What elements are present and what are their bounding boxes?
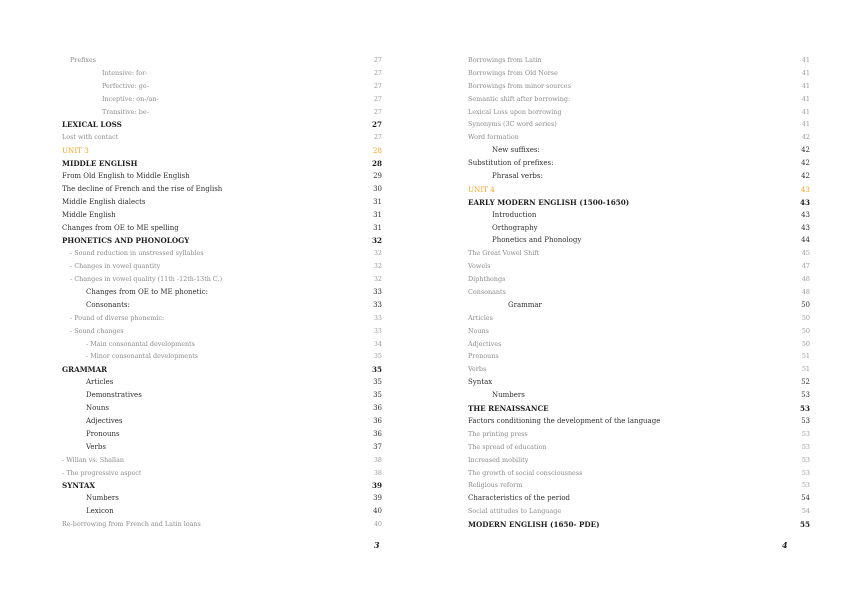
toc-entry-page: 50 xyxy=(801,313,810,322)
toc-entry[interactable] xyxy=(468,507,810,520)
toc-entry[interactable] xyxy=(62,288,382,301)
toc-entry-page: 27 xyxy=(373,107,382,116)
toc-entry-page: 36 xyxy=(373,416,382,425)
toc-entry[interactable] xyxy=(468,120,810,133)
toc-entry[interactable] xyxy=(468,469,810,482)
toc-entry-label: MODERN ENGLISH (1650- PDE) xyxy=(468,520,600,530)
toc-entry-page: 27 xyxy=(371,120,382,130)
toc-entry[interactable] xyxy=(468,69,810,82)
toc-entry-page: 43 xyxy=(800,184,810,194)
toc-entry-label: Pronouns xyxy=(468,352,499,361)
toc-entry-page: 32 xyxy=(373,275,382,284)
toc-entry[interactable] xyxy=(62,198,382,211)
toc-entry-page: 30 xyxy=(373,184,382,193)
toc-entry[interactable] xyxy=(468,365,810,378)
toc-entry-page: 41 xyxy=(801,56,810,64)
toc-entry[interactable] xyxy=(468,288,810,301)
toc-entry-label: Syntax xyxy=(468,378,493,387)
toc-entry-label: - Changes in vowel quality (11th -12th-13th C.) xyxy=(70,275,223,284)
toc-section-heading[interactable] xyxy=(62,365,382,378)
toc-entry-page: 42 xyxy=(801,172,810,181)
toc-entry-label: Factors conditioning the development of the language xyxy=(468,416,661,425)
toc-entry[interactable] xyxy=(468,301,810,314)
toc-entry-page: 39 xyxy=(373,494,382,503)
toc-entry[interactable] xyxy=(468,391,810,404)
toc-entry[interactable] xyxy=(62,211,382,224)
toc-entry-label: - The progressive aspect xyxy=(62,468,142,477)
toc-entry[interactable] xyxy=(468,352,810,365)
toc-entry-page: 35 xyxy=(373,352,382,361)
toc-entry-label: The decline of French and the rise of English xyxy=(62,184,223,193)
toc-entry-label: Numbers xyxy=(86,494,119,503)
toc-entry-label: Semantic shift after borrowing: xyxy=(468,94,571,103)
toc-entry-label: EARLY MODERN ENGLISH (1500-1650) xyxy=(468,197,630,207)
toc-entry-page: 53 xyxy=(801,481,810,490)
toc-entry-label: Verbs xyxy=(468,365,487,374)
toc-entry[interactable] xyxy=(468,327,810,340)
toc-section-heading[interactable] xyxy=(62,159,382,172)
toc-entry-page: 41 xyxy=(801,120,810,129)
toc-entry-page: 43 xyxy=(801,210,810,219)
toc-entry-page: 27 xyxy=(373,56,382,64)
toc-entry-page: 40 xyxy=(373,507,382,516)
toc-entry-label: Characteristics of the period xyxy=(468,494,571,503)
right-page xyxy=(424,0,848,599)
toc-entry[interactable] xyxy=(62,133,382,146)
toc-entry[interactable] xyxy=(468,133,810,146)
toc-entry[interactable] xyxy=(62,314,382,327)
toc-entry[interactable] xyxy=(62,69,382,82)
toc-entry[interactable] xyxy=(62,185,382,198)
toc-entry-label: Social attitudes to Language xyxy=(468,507,562,516)
toc-entry-page: 31 xyxy=(373,223,382,232)
toc-entry-label: Nouns xyxy=(86,404,109,413)
toc-entry-page: 54 xyxy=(801,507,810,516)
toc-entry[interactable] xyxy=(62,172,382,185)
toc-entry[interactable] xyxy=(62,469,382,482)
toc-entry-page: 54 xyxy=(801,494,810,503)
toc-entry[interactable] xyxy=(468,430,810,443)
toc-entry-label: Substitution of prefixes: xyxy=(468,159,554,168)
toc-entry-label: - Pound of diverse phonemic: xyxy=(70,313,165,322)
toc-entry[interactable] xyxy=(62,249,382,262)
toc-entry-label: - Changes in vowel quantity xyxy=(70,262,161,271)
toc-entry-label: - Minor consonantal developments xyxy=(86,352,199,361)
toc-entry-page: 41 xyxy=(801,68,810,77)
toc-entry-label: Word formation xyxy=(468,133,519,142)
toc-entry-label: GRAMMAR xyxy=(62,365,108,375)
toc-entry-page: 42 xyxy=(801,159,810,168)
toc-entry-label: Lexical Loss upon borrowing xyxy=(468,107,562,116)
toc-entry-page: 53 xyxy=(801,429,810,438)
toc-entry-page: 50 xyxy=(801,339,810,348)
toc-entry-page: 53 xyxy=(801,455,810,464)
toc-entry-label: Prefixes xyxy=(70,56,97,64)
toc-entry-label: Phonetics and Phonology xyxy=(492,236,582,245)
toc-section-heading[interactable] xyxy=(468,404,810,417)
toc-entry[interactable] xyxy=(468,494,810,507)
toc-entry[interactable] xyxy=(468,481,810,494)
toc-entry-page: 35 xyxy=(373,391,382,400)
toc-entry-label: Introduction xyxy=(492,210,537,219)
toc-entry-label: Pronouns xyxy=(86,429,120,438)
table-of-contents-left xyxy=(62,56,382,533)
toc-entry-page: 37 xyxy=(373,442,382,451)
toc-entry[interactable] xyxy=(62,82,382,95)
toc-entry-label: Changes from OE to ME phonetic: xyxy=(86,288,209,297)
toc-entry-label: Religious reform xyxy=(468,481,523,490)
toc-entry-label: UNIT 4 xyxy=(468,184,495,194)
toc-entry[interactable] xyxy=(62,443,382,456)
toc-entry-label: PHONETICS AND PHONOLOGY xyxy=(62,236,190,246)
toc-entry-page: 43 xyxy=(801,223,810,232)
toc-entry-label: The Great Vowel Shift xyxy=(468,249,540,258)
toc-entry-page: 38 xyxy=(373,468,382,477)
toc-entry-label: Adjectives xyxy=(86,416,123,425)
toc-entry-label: Adjectives xyxy=(468,339,502,348)
toc-entry-page: 48 xyxy=(801,275,810,284)
toc-entry[interactable] xyxy=(62,430,382,443)
toc-entry-label: Orthography xyxy=(492,223,538,232)
toc-entry-label: Numbers xyxy=(492,391,525,400)
toc-entry-page: 50 xyxy=(801,300,810,309)
toc-entry-page: 27 xyxy=(373,133,382,142)
toc-entry-label: - Sound reduction in unstressed syllables xyxy=(70,249,204,258)
toc-entry-page: 55 xyxy=(799,520,810,530)
toc-entry-page: 29 xyxy=(373,172,382,181)
toc-entry[interactable] xyxy=(62,275,382,288)
toc-entry-label: MIDDLE ENGLISH xyxy=(62,159,138,169)
toc-entry-label: THE RENAISSANCE xyxy=(468,404,549,414)
toc-entry-page: 45 xyxy=(801,249,810,258)
toc-entry[interactable] xyxy=(468,340,810,353)
toc-entry-label: Perfective: ge- xyxy=(102,81,149,90)
toc-entry-page: 51 xyxy=(801,352,810,361)
toc-entry-page: 27 xyxy=(373,68,382,77)
toc-entry-label: UNIT 3 xyxy=(62,146,89,156)
toc-entry-page: 28 xyxy=(371,159,382,169)
toc-entry-label: The printing press xyxy=(468,429,528,438)
toc-entry-page: 39 xyxy=(371,481,382,491)
toc-entry-page: 32 xyxy=(373,249,382,258)
toc-entry-label: Re-borrowing from French and Latin loans xyxy=(62,520,201,529)
toc-section-heading[interactable] xyxy=(468,520,810,533)
toc-entry-label: - Sound changes xyxy=(70,326,124,335)
toc-entry[interactable] xyxy=(468,211,810,224)
toc-entry-label: The spread of education xyxy=(468,442,547,451)
toc-entry[interactable] xyxy=(468,146,810,159)
toc-entry-page: 53 xyxy=(801,468,810,477)
toc-entry[interactable] xyxy=(468,417,810,430)
toc-entry[interactable] xyxy=(468,56,810,69)
page-number: 3 xyxy=(374,540,380,550)
toc-entry-page: 33 xyxy=(373,288,382,297)
toc-entry-page: 27 xyxy=(373,94,382,103)
toc-entry-page: 35 xyxy=(371,365,382,375)
toc-entry-page: 44 xyxy=(801,236,810,245)
toc-entry-label: Middle English xyxy=(62,210,116,219)
toc-entry[interactable] xyxy=(62,262,382,275)
toc-entry-label: Diphthongs xyxy=(468,275,506,284)
toc-entry[interactable] xyxy=(468,456,810,469)
toc-entry-label: Borrowings from Latin xyxy=(468,56,542,64)
toc-entry-label: Inceptive: on-/an- xyxy=(102,94,159,103)
toc-entry-page: 47 xyxy=(801,262,810,271)
toc-entry-label: SYNTAX xyxy=(62,481,95,491)
toc-entry[interactable] xyxy=(468,95,810,108)
toc-entry-page: 41 xyxy=(801,94,810,103)
toc-entry-page: 48 xyxy=(801,288,810,297)
toc-entry[interactable] xyxy=(62,56,382,69)
toc-entry-page: 36 xyxy=(373,404,382,413)
toc-entry-label: Increased mobility xyxy=(468,455,529,464)
toc-section-heading[interactable] xyxy=(62,120,382,133)
toc-entry-page: 28 xyxy=(372,146,382,156)
toc-entry-page: 41 xyxy=(801,107,810,116)
toc-entry-page: 50 xyxy=(801,326,810,335)
toc-entry-label: The growth of social consciousness xyxy=(468,468,583,477)
toc-entry-page: 51 xyxy=(801,365,810,374)
toc-entry[interactable] xyxy=(62,327,382,340)
toc-entry-page: 33 xyxy=(373,313,382,322)
toc-entry-label: Demonstratives xyxy=(86,391,142,400)
toc-entry-label: Transitive: be- xyxy=(102,107,149,116)
toc-entry-label: From Old English to Middle English xyxy=(62,172,190,181)
toc-entry[interactable] xyxy=(62,404,382,417)
toc-entry[interactable] xyxy=(468,82,810,95)
toc-entry[interactable] xyxy=(468,224,810,237)
toc-entry[interactable] xyxy=(62,378,382,391)
toc-entry-label: Articles xyxy=(86,378,114,387)
toc-entry-page: 34 xyxy=(373,339,382,348)
toc-entry[interactable] xyxy=(468,108,810,121)
toc-entry-page: 31 xyxy=(373,197,382,206)
toc-entry-label: Borrowings from minor sources xyxy=(468,81,571,90)
toc-entry-label: Articles xyxy=(468,313,493,322)
toc-entry[interactable] xyxy=(468,236,810,249)
toc-entry-page: 41 xyxy=(801,81,810,90)
toc-entry[interactable] xyxy=(62,352,382,365)
toc-entry[interactable] xyxy=(62,417,382,430)
toc-entry-label: New suffixes: xyxy=(492,146,540,155)
toc-entry-label: Vowels xyxy=(468,262,491,271)
toc-entry-page: 42 xyxy=(801,133,810,142)
toc-entry-page: 53 xyxy=(801,391,810,400)
toc-entry[interactable] xyxy=(62,224,382,237)
toc-entry-label: Consonants: xyxy=(86,300,130,309)
toc-entry-page: 38 xyxy=(373,455,382,464)
toc-entry[interactable] xyxy=(62,507,382,520)
toc-entry[interactable] xyxy=(468,262,810,275)
toc-entry[interactable] xyxy=(468,443,810,456)
toc-entry[interactable] xyxy=(468,314,810,327)
toc-entry[interactable] xyxy=(468,378,810,391)
toc-entry-label: Changes from OE to ME spelling xyxy=(62,223,179,232)
toc-section-heading[interactable] xyxy=(468,198,810,211)
toc-entry-label: Phrasal verbs: xyxy=(492,172,543,181)
page-number: 4 xyxy=(782,540,788,550)
toc-entry-label: Middle English dialects xyxy=(62,197,146,206)
toc-entry-page: 36 xyxy=(373,429,382,438)
toc-entry[interactable] xyxy=(468,159,810,172)
toc-unit-heading[interactable] xyxy=(468,185,810,198)
toc-entry-page: 33 xyxy=(373,300,382,309)
toc-entry-page: 40 xyxy=(373,520,382,529)
toc-entry-label: Synonyms (3C word series) xyxy=(468,120,557,129)
toc-entry-page: 42 xyxy=(801,146,810,155)
toc-entry-label: Intensive: for- xyxy=(102,68,148,77)
toc-entry-label: Consonants xyxy=(468,288,506,297)
toc-entry-page: 35 xyxy=(373,378,382,387)
toc-entry-label: Nouns xyxy=(468,326,489,335)
toc-entry-label: Verbs xyxy=(86,442,106,451)
toc-section-heading[interactable] xyxy=(62,236,382,249)
toc-entry-page: 53 xyxy=(799,404,810,414)
toc-entry-page: 32 xyxy=(371,236,382,246)
toc-entry[interactable] xyxy=(62,95,382,108)
toc-entry[interactable] xyxy=(62,301,382,314)
toc-entry-label: LEXICAL LOSS xyxy=(62,120,122,130)
toc-entry-page: 53 xyxy=(801,442,810,451)
toc-entry-page: 27 xyxy=(373,81,382,90)
toc-entry-label: - Willan vs. Shallan xyxy=(62,455,125,464)
table-of-contents-right xyxy=(468,56,810,533)
toc-entry-label: Lexicon xyxy=(86,507,114,516)
toc-entry-page: 53 xyxy=(801,416,810,425)
toc-entry-page: 33 xyxy=(373,326,382,335)
toc-entry[interactable] xyxy=(62,340,382,353)
toc-entry[interactable] xyxy=(62,456,382,469)
toc-entry[interactable] xyxy=(468,249,810,262)
toc-entry-page: 52 xyxy=(801,378,810,387)
toc-entry[interactable] xyxy=(62,520,382,533)
toc-unit-heading[interactable] xyxy=(62,146,382,159)
toc-entry-label: Borrowings from Old Norse xyxy=(468,68,558,77)
toc-entry-page: 31 xyxy=(373,210,382,219)
toc-entry-page: 32 xyxy=(373,262,382,271)
toc-entry-label: Grammar xyxy=(508,300,542,309)
toc-entry-page: 43 xyxy=(799,197,810,207)
toc-entry-label: Lost with contact xyxy=(62,133,119,142)
toc-entry[interactable] xyxy=(62,494,382,507)
toc-entry[interactable] xyxy=(468,172,810,185)
toc-entry[interactable] xyxy=(468,275,810,288)
toc-entry-label: - Main consonantal developments xyxy=(86,339,195,348)
toc-entry[interactable] xyxy=(62,108,382,121)
toc-section-heading[interactable] xyxy=(62,481,382,494)
toc-entry[interactable] xyxy=(62,391,382,404)
